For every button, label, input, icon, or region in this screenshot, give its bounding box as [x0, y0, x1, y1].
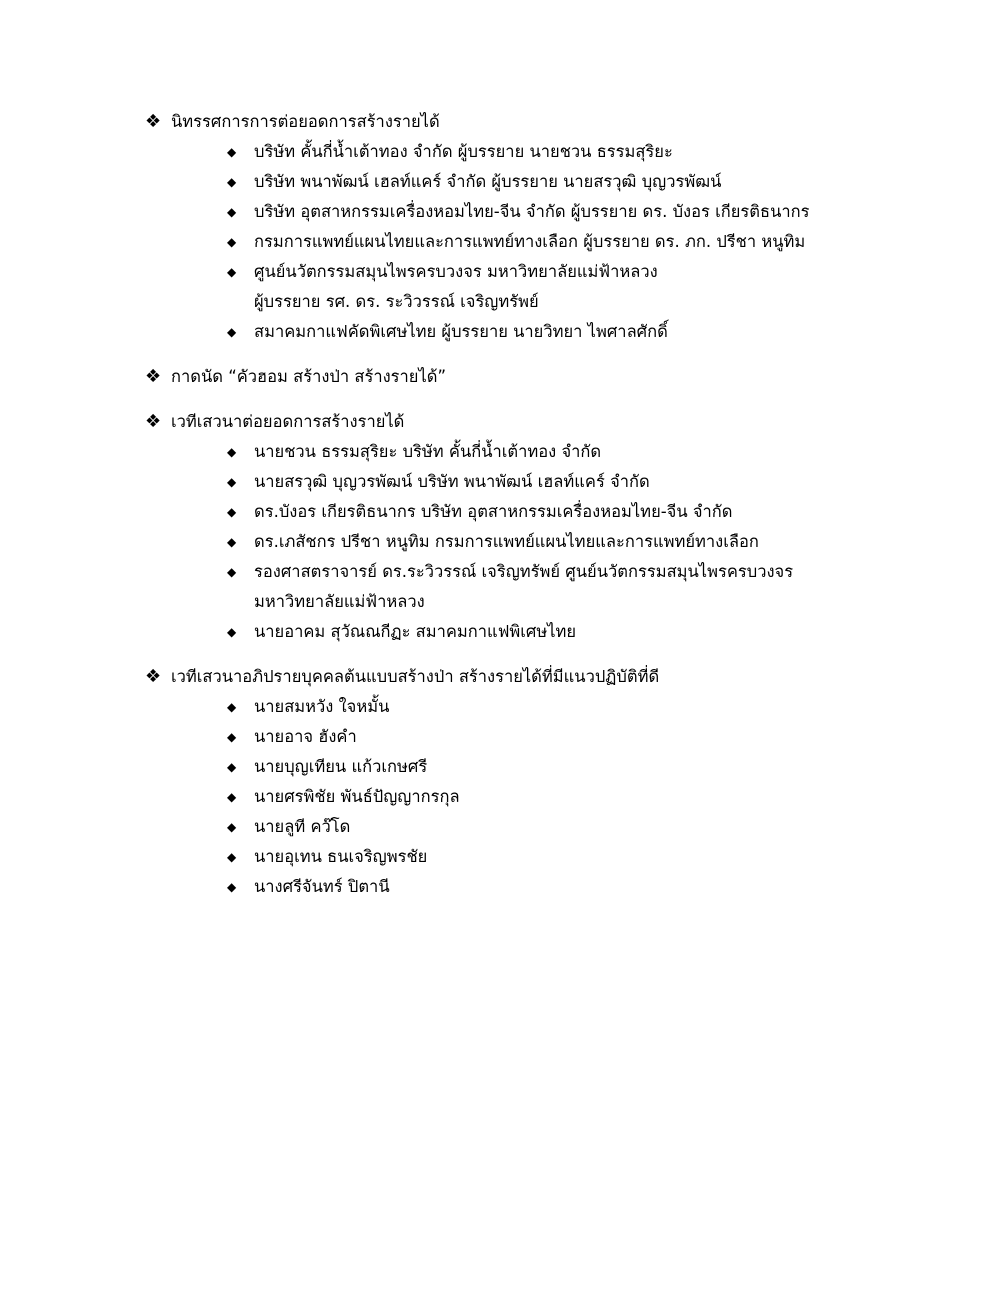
list-item-text: นายชวน ธรรมสุริยะ บริษัท คั้นกี่น้ำเต้าทอง จำกัด	[254, 442, 602, 461]
list-item	[145, 617, 965, 647]
diamond-cluster-icon: ❖	[145, 666, 162, 687]
list-item-text: นางศรีจันทร์ ปิตานี	[254, 877, 390, 896]
section-heading-text: เวทีเสวนาอภิปรายบุคคลต้นแบบสร้างป่า สร้างรายได้ที่มีแนวปฏิบัติที่ดี	[171, 667, 660, 686]
list-item-text: นายลูที คว๊โด	[254, 817, 351, 836]
list-item	[145, 812, 965, 842]
list-item	[145, 227, 965, 257]
diamond-cluster-icon: ❖	[145, 111, 162, 132]
list-item	[145, 782, 965, 812]
list-item	[145, 872, 965, 902]
list-item	[145, 557, 965, 617]
section-heading	[145, 662, 965, 692]
list-item-text: นายสรวุฒิ บุญวรพัฒน์ บริษัท พนาพัฒน์ เฮลท์แคร์ จำกัด	[254, 472, 650, 491]
diamond-cluster-icon: ❖	[145, 366, 162, 387]
diamond-icon: ◆	[227, 565, 237, 579]
list-item	[145, 722, 965, 752]
diamond-icon: ◆	[227, 700, 237, 714]
list-item	[145, 497, 965, 527]
section-heading-text: เวทีเสวนาต่อยอดการสร้างรายได้	[171, 412, 405, 431]
diamond-icon: ◆	[227, 505, 237, 519]
diamond-icon: ◆	[227, 760, 237, 774]
section-heading	[145, 107, 965, 137]
section-heading-text: กาดนัด “คัวฮอม สร้างป่า สร้างรายได้”	[171, 367, 447, 386]
list-item	[145, 842, 965, 872]
list-item	[145, 197, 965, 227]
bullet-list	[145, 137, 965, 347]
list-item	[145, 467, 965, 497]
bullet-list	[145, 692, 965, 902]
list-item-text-continued: ผู้บรรยาย รศ. ดร. ระวิวรรณ์ เจริญทรัพย์	[254, 292, 539, 311]
list-item	[145, 527, 965, 557]
list-item-text: รองศาสตราจารย์ ดร.ระวิวรรณ์ เจริญทรัพย์ ศูนย์นวัตกรรมสมุนไพรครบวงจร	[254, 562, 794, 581]
diamond-icon: ◆	[227, 880, 237, 894]
list-item-text: นายอาจ ฮังคำ	[254, 727, 357, 746]
diamond-icon: ◆	[227, 820, 237, 834]
list-item-text: นายอาคม สุวัณณกีฏะ สมาคมกาแฟพิเศษไทย	[254, 622, 577, 641]
list-item	[145, 317, 965, 347]
section-heading	[145, 407, 965, 437]
diamond-icon: ◆	[227, 535, 237, 549]
list-item-text: บริษัท พนาพัฒน์ เฮลท์แคร์ จำกัด ผู้บรรยาย นายสรวุฒิ บุญวรพัฒน์	[254, 172, 722, 191]
list-item	[145, 167, 965, 197]
list-item-text: ดร.บังอร เกียรติธนากร บริษัท อุตสาหกรรมเครื่องหอมไทย-จีน จำกัด	[254, 502, 733, 521]
list-item	[145, 137, 965, 167]
diamond-icon: ◆	[227, 730, 237, 744]
list-item-text: สมาคมกาแฟคัดพิเศษไทย ผู้บรรยาย นายวิทยา ไพศาลศักดิ์	[254, 322, 668, 341]
section-market	[145, 362, 965, 392]
list-item	[145, 692, 965, 722]
diamond-icon: ◆	[227, 175, 237, 189]
list-item-text: นายศรพิชัย พันธ์ปัญญากรกุล	[254, 787, 460, 806]
diamond-icon: ◆	[227, 445, 237, 459]
list-item-text: บริษัท คั้นกี่น้ำเต้าทอง จำกัด ผู้บรรยาย นายชวน ธรรมสุริยะ	[254, 142, 673, 161]
section-role-model-forum	[145, 662, 965, 902]
diamond-icon: ◆	[227, 205, 237, 219]
list-item-text: ดร.เภสัชกร ปรีชา หนูทิม กรมการแพทย์แผนไทยและการแพทย์ทางเลือก	[254, 532, 759, 551]
list-item-text: นายบุญเทียน แก้วเกษศรี	[254, 757, 428, 776]
list-item	[145, 437, 965, 467]
list-item-text: ศูนย์นวัตกรรมสมุนไพรครบวงจร มหาวิทยาลัยแม่ฟ้าหลวง	[254, 262, 658, 281]
list-item-text-continued: มหาวิทยาลัยแม่ฟ้าหลวง	[254, 592, 425, 611]
diamond-icon: ◆	[227, 325, 237, 339]
diamond-icon: ◆	[227, 145, 237, 159]
bullet-list	[145, 437, 965, 647]
section-heading-text: นิทรรศการการต่อยอดการสร้างรายได้	[171, 112, 440, 131]
list-item	[145, 752, 965, 782]
diamond-icon: ◆	[227, 235, 237, 249]
section-heading	[145, 362, 965, 392]
diamond-icon: ◆	[227, 790, 237, 804]
list-item-text: นายสมหวัง ใจหมั้น	[254, 697, 390, 716]
diamond-icon: ◆	[227, 625, 237, 639]
list-item-text: กรมการแพทย์แผนไทยและการแพทย์ทางเลือก ผู้บรรยาย ดร. ภก. ปรีชา หนูทิม	[254, 232, 806, 251]
diamond-icon: ◆	[227, 265, 237, 279]
diamond-icon: ◆	[227, 475, 237, 489]
section-exhibition	[145, 107, 965, 347]
section-forum	[145, 407, 965, 647]
list-item	[145, 257, 965, 317]
list-item-text: บริษัท อุตสาหกรรมเครื่องหอมไทย-จีน จำกัด ผู้บรรยาย ดร. บังอร เกียรติธนากร	[254, 202, 810, 221]
diamond-icon: ◆	[227, 850, 237, 864]
list-item-text: นายอุเทน ธนเจริญพรชัย	[254, 847, 428, 866]
diamond-cluster-icon: ❖	[145, 411, 162, 432]
